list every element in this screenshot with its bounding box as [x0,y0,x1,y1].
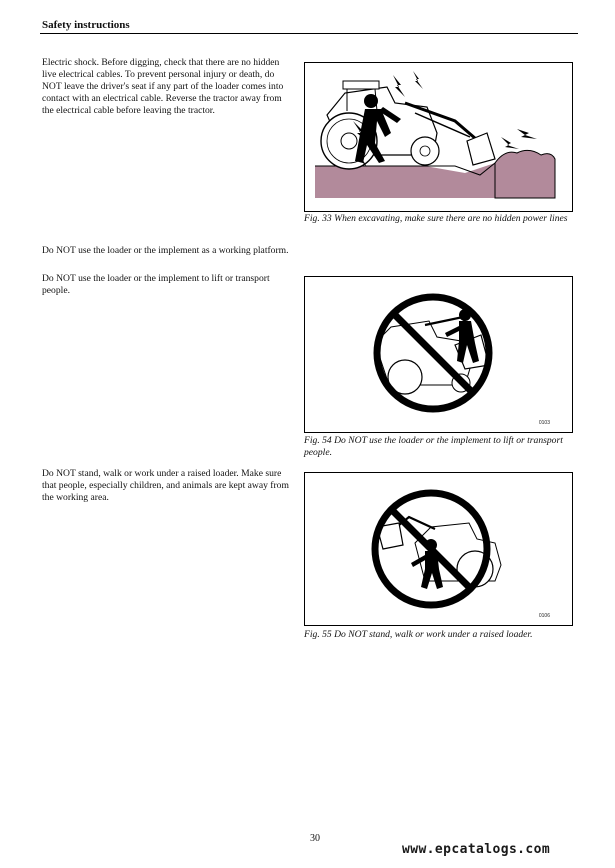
prohibited-lift-people-sign-icon [305,277,572,432]
website-watermark: www.epcatalogs.com [402,842,551,857]
working-platform-paragraph: Do NOT use the loader or the implement as a working platform. [42,245,289,256]
page-title: Safety instructions [42,19,130,31]
figure-54-box [304,276,573,433]
figure-55-code: 0106 [538,613,550,619]
page-number: 30 [310,833,320,844]
figure-54-caption: Fig. 54 Do NOT use the loader or the implement to lift or transport people. [304,435,563,458]
raised-loader-paragraph: Do NOT stand, walk or work under a raised loader. Make sure that people, especially children, and animals are kept away from the working area. [42,468,289,504]
figure-54-code: 0103 [538,420,550,426]
prohibited-under-raised-loader-sign-icon [305,473,572,625]
transport-people-paragraph: Do NOT use the loader or the implement to lift or transport people. [42,273,270,297]
electric-shock-paragraph: Electric shock. Before digging, check that there are no hidden live electrical cables. To prevent personal injury or death, do NOT leave the driver's seat if any part of the loader comes into contact with an electrical cable. Reverse the tractor away from the electrical cable before leaving the tractor. [42,57,284,117]
figure-33-caption: Fig. 33 When excavating, make sure there are no hidden power lines [304,213,568,224]
figure-55-box [304,472,573,626]
electric-shock-illustration-icon [305,63,572,211]
figure-55-caption: Fig. 55 Do NOT stand, walk or work under a raised loader. [304,629,533,640]
figure-33-box [304,62,573,212]
header-divider [40,33,578,34]
